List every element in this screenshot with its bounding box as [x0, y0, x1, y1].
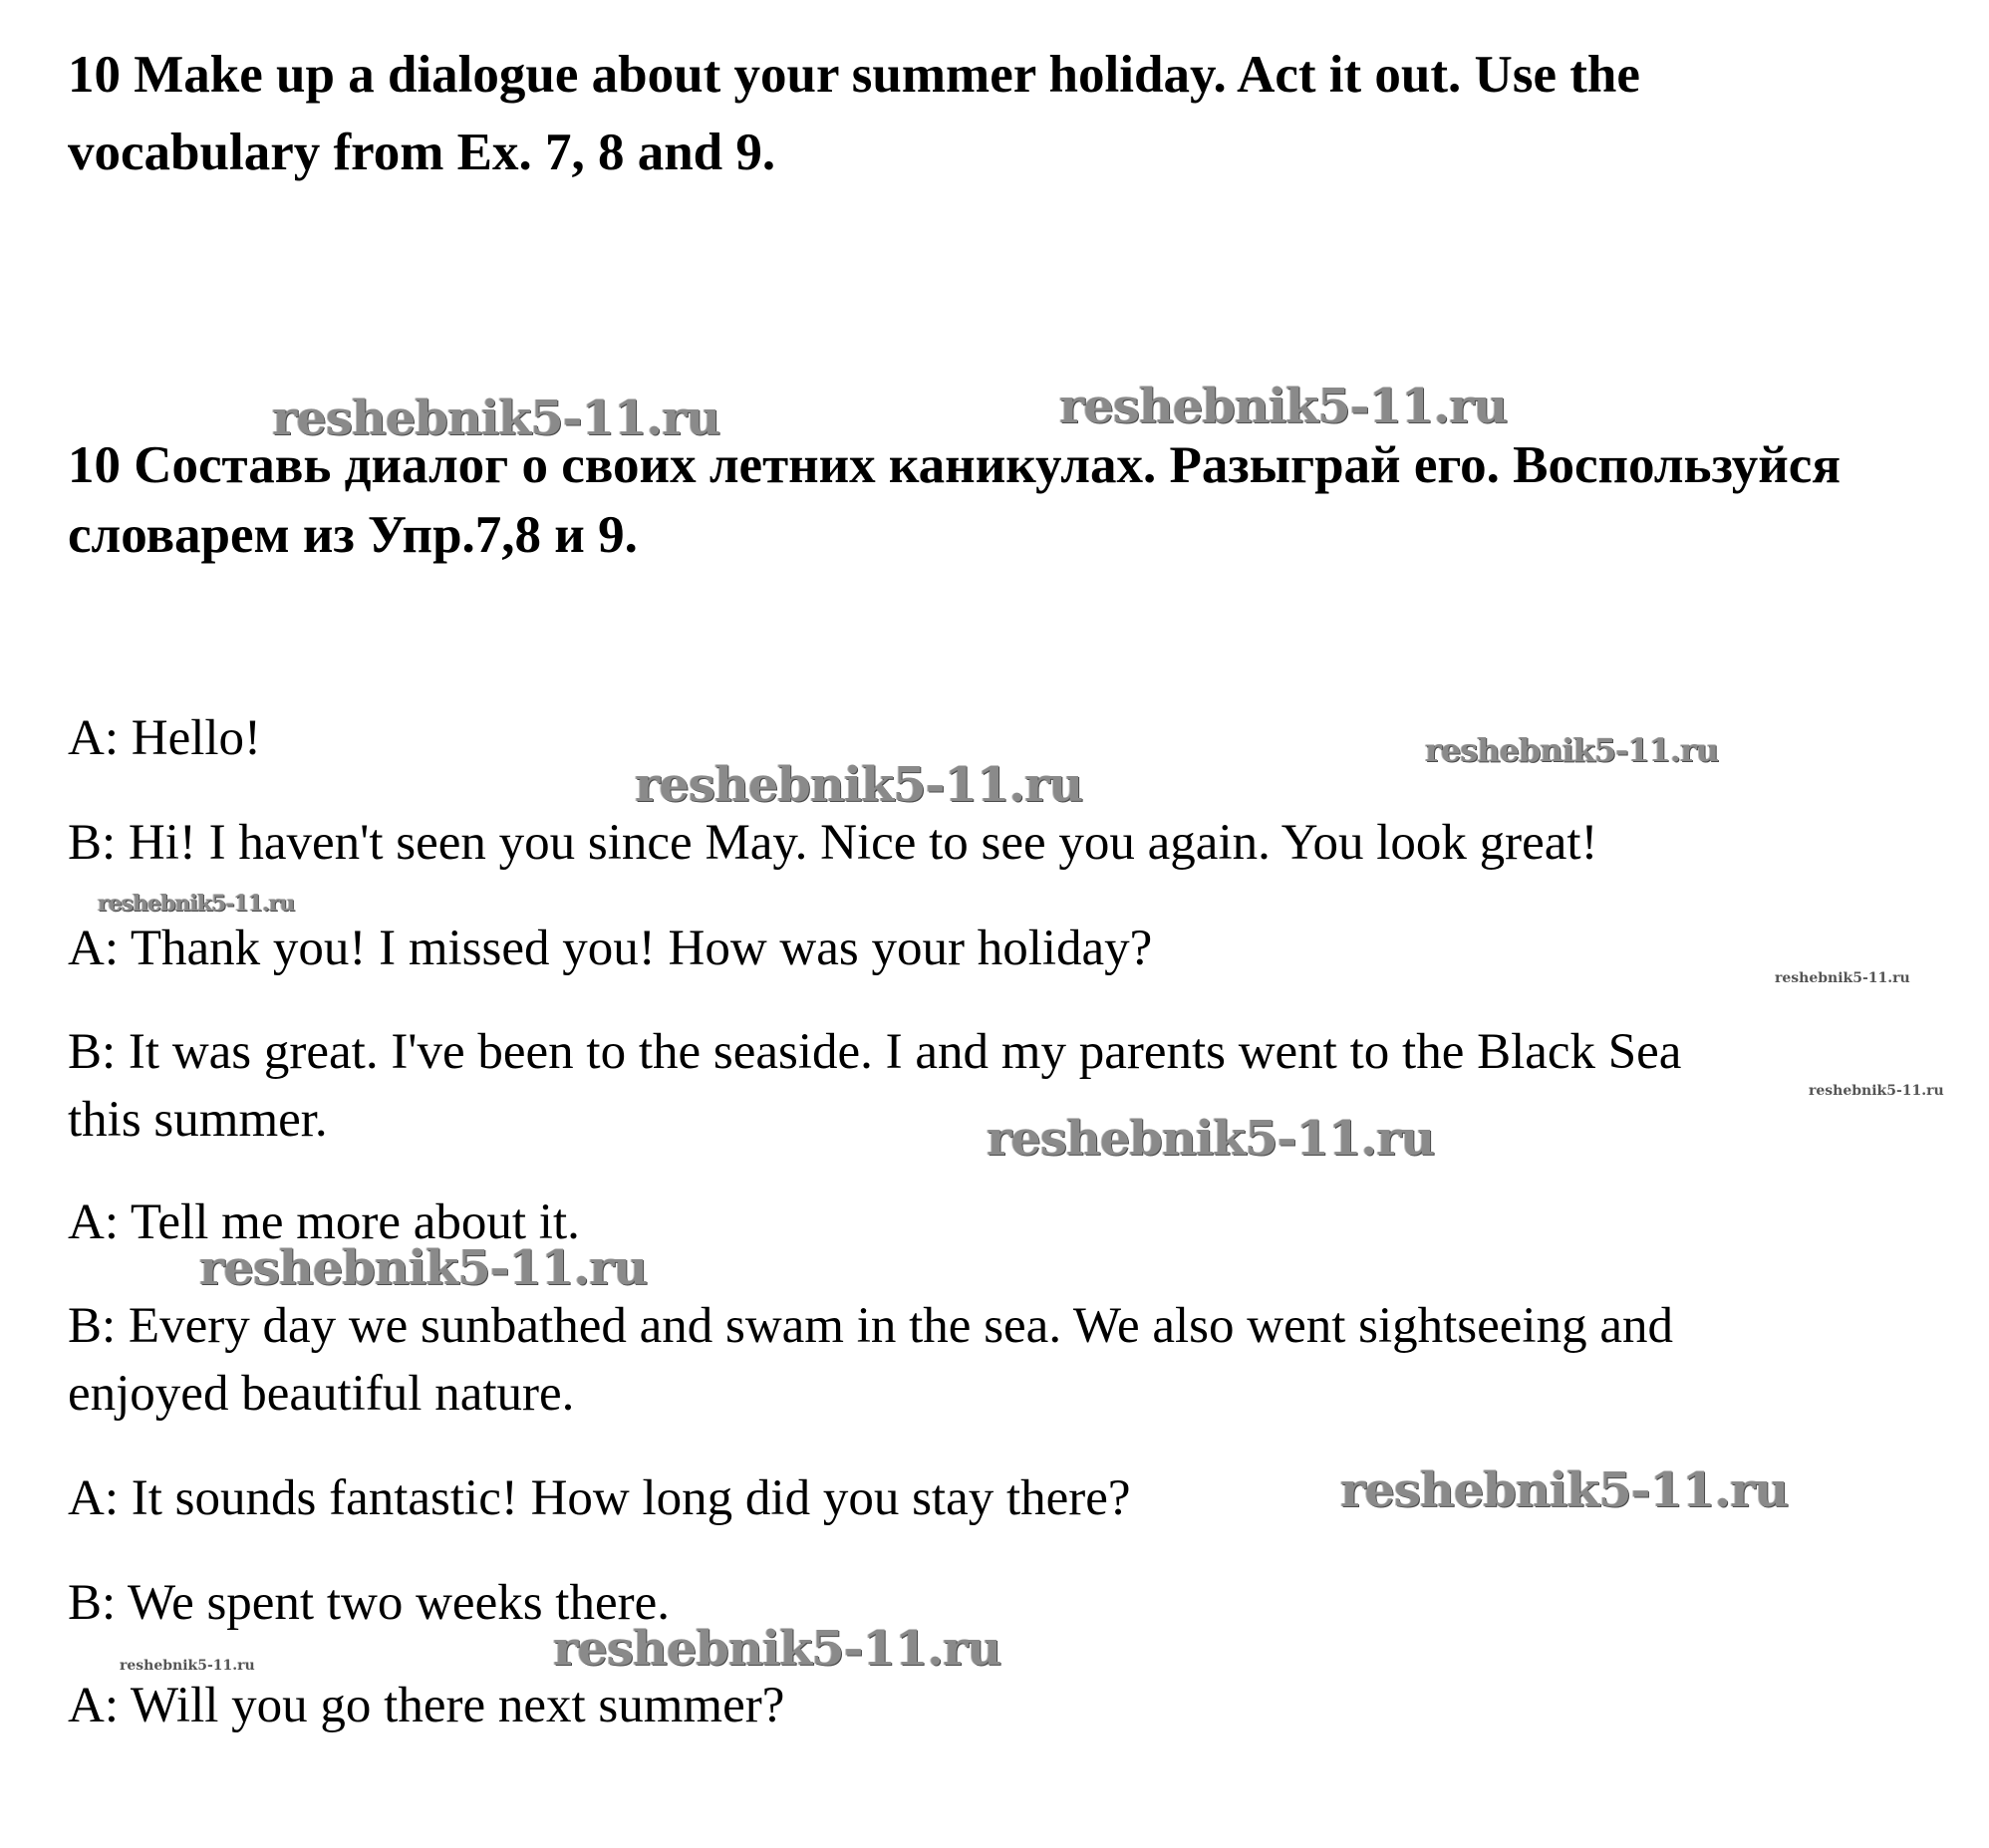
dialogue-line: enjoyed beautiful nature. — [68, 1366, 575, 1422]
watermark: reshebnik5-11.ru — [1340, 1462, 1789, 1518]
watermark: reshebnik5-11.ru — [635, 757, 1083, 813]
watermark: reshebnik5-11.ru — [1809, 1083, 1944, 1099]
dialogue-line: B: We spent two weeks there. — [68, 1575, 670, 1631]
watermark: reshebnik5-11.ru — [120, 1658, 255, 1674]
watermark: reshebnik5-11.ru — [1425, 731, 1719, 769]
dialogue-line: A: Thank you! I missed you! How was your holiday? — [68, 921, 1153, 976]
watermark: reshebnik5-11.ru — [553, 1621, 1001, 1677]
watermark: reshebnik5-11.ru — [199, 1240, 648, 1296]
dialogue-line: B: Every day we sunbathed and swam in the sea. We also went sightseeing and — [68, 1298, 1673, 1354]
dialogue-line: A: Hello! — [68, 710, 262, 766]
dialogue-line: A: Tell me more about it. — [68, 1194, 580, 1250]
watermark: reshebnik5-11.ru — [272, 391, 720, 446]
dialogue-line: B: It was great. I've been to the seaside. I and my parents went to the Black Sea — [68, 1024, 1682, 1080]
task-instruction-russian: 10 Составь диалог о своих летних каникулах. Разыграй его. Воспользуйся словарем из Упр.7,8 и 9. — [68, 436, 1841, 564]
watermark: reshebnik5-11.ru — [987, 1111, 1435, 1167]
task-instruction-english: 10 Make up a dialogue about your summer holiday. Act it out. Use the vocabulary from Ex. 7, 8 and 9. — [68, 46, 1640, 181]
dialogue-line: B: Hi! I haven't seen you since May. Nice to see you again. You look great! — [68, 815, 1598, 871]
watermark: reshebnik5-11.ru — [1059, 379, 1508, 434]
dialogue-line: A: It sounds fantastic! How long did you stay there? — [68, 1470, 1131, 1526]
dialogue-line: A: Will you go there next summer? — [68, 1678, 785, 1733]
watermark: reshebnik5-11.ru — [98, 891, 295, 917]
dialogue-line: this summer. — [68, 1092, 328, 1148]
watermark: reshebnik5-11.ru — [1775, 970, 1910, 986]
